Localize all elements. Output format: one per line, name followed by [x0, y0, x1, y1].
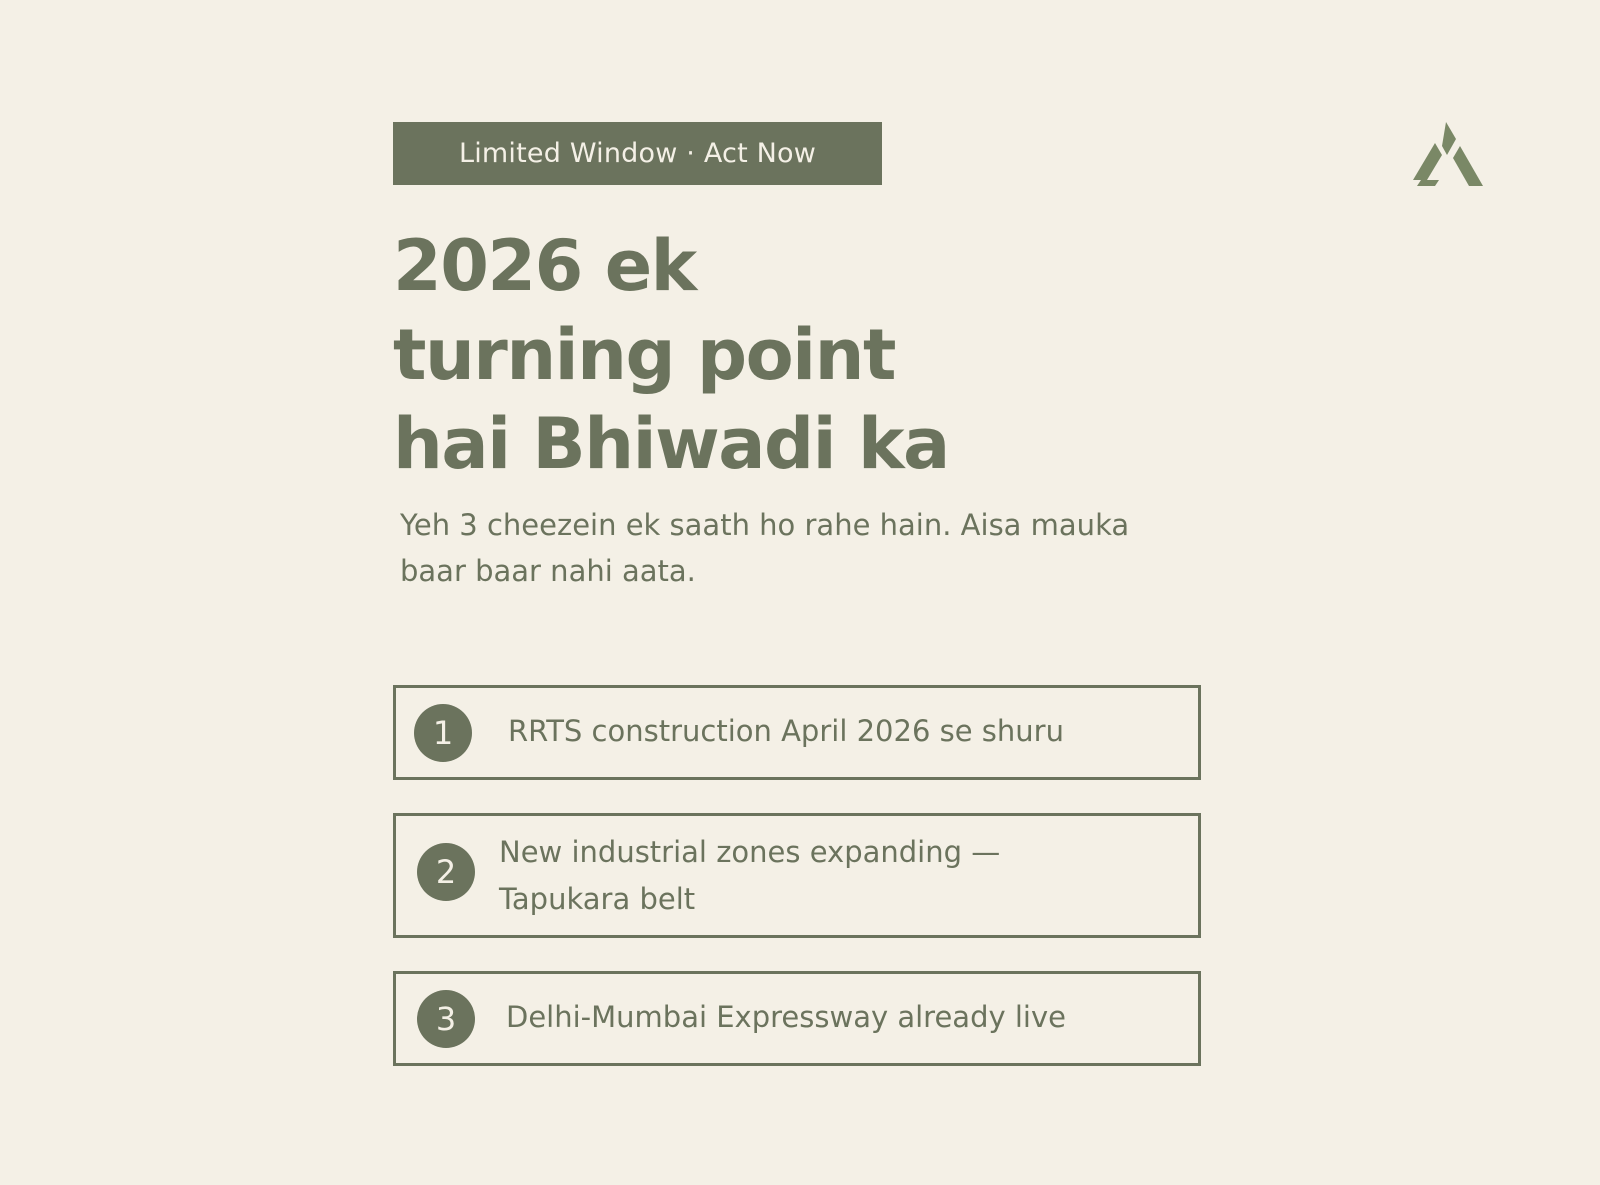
list-item [393, 813, 1201, 938]
number-badge: 1 [414, 704, 472, 762]
badge-label: Limited Window · Act Now [458, 138, 817, 169]
headline-line-2: turning point [393, 314, 895, 396]
headline-line-1: 2026 ek [393, 225, 696, 307]
number-badge: 2 [417, 843, 475, 901]
list-item [393, 685, 1201, 780]
page-headline [393, 222, 949, 489]
subtitle: Yeh 3 cheezein ek saath ho rahe hain. Aisa mauka baar baar nahi aata. [400, 508, 1130, 588]
list-item-text: RRTS construction April 2026 se shuru [508, 714, 1064, 748]
list-item-text: New industrial zones expanding — Tapukara belt [499, 835, 1001, 916]
headline-line-3: hai Bhiwadi ka [393, 403, 949, 485]
list-item [393, 971, 1201, 1066]
number-badge: 3 [417, 990, 475, 1048]
list-item-text: Delhi-Mumbai Expressway already live [506, 1000, 1066, 1034]
limited-window-badge [393, 122, 882, 185]
triangle-a-logo-icon [1409, 122, 1483, 186]
